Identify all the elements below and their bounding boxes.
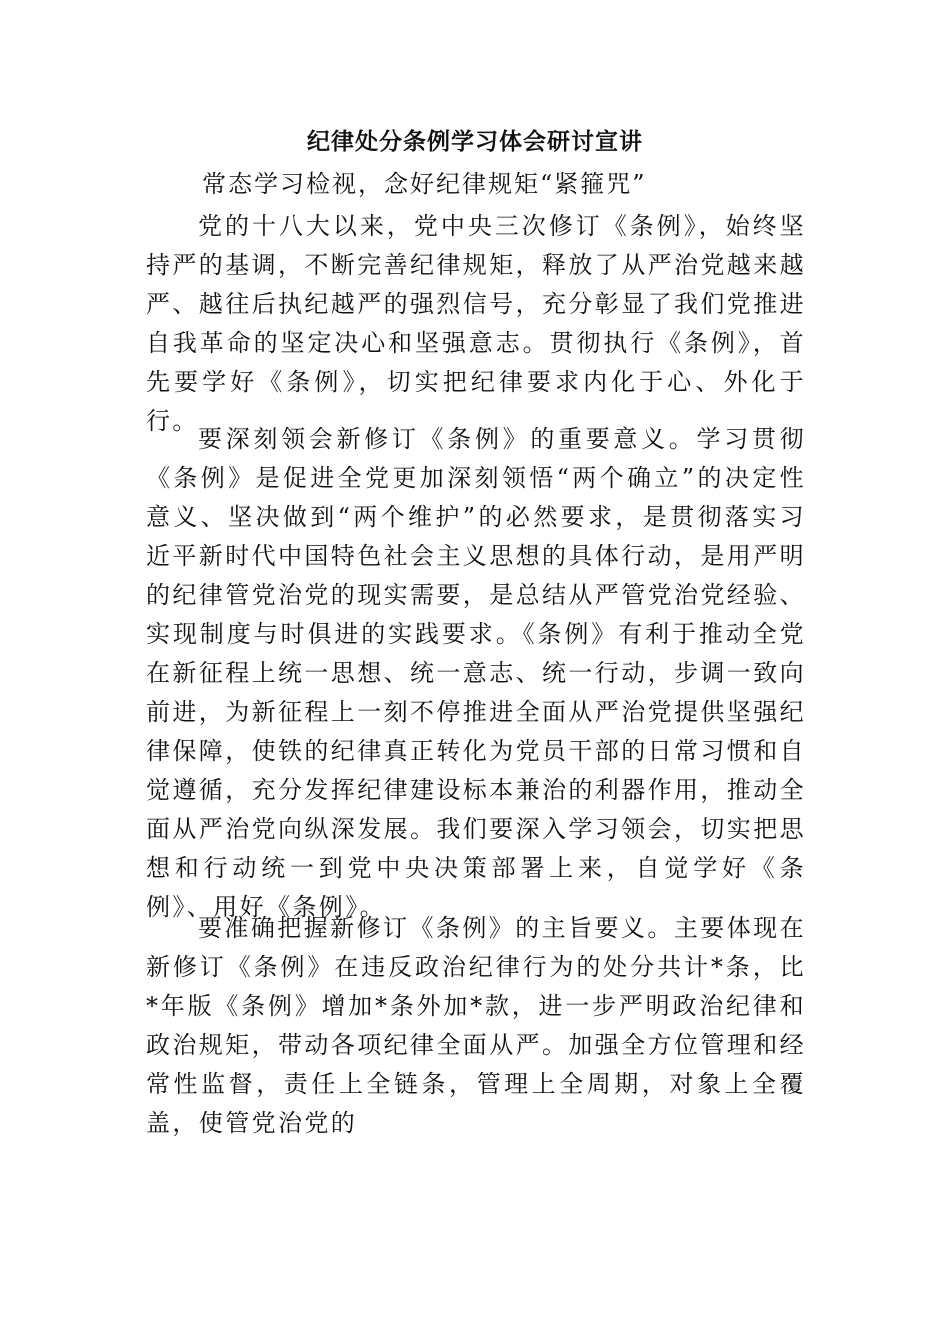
paragraph-3: 要准确把握新修订《条例》的主旨要义。主要体现在新修订《条例》在违反政治纪律行为的处分共计*条，比*年版《条例》增加*条外加*款，进一步严明政治纪律和政治规矩，带动各项纪律全面从严。加强全方位管理和经常性监督，责任上全链条，管理上全周期，对象上全覆盖，使管党治党的 — [146, 914, 806, 1137]
paragraph-1: 党的十八大以来，党中央三次修订《条例》，始终坚持严的基调，不断完善纪律规矩，释放了从严治党越来越严、越往后执纪越严的强烈信号，充分彰显了我们党推进自我革命的坚定决心和坚强意志。贯彻执行《条例》，首先要学好《条例》，切实把纪律要求内化于心、外化于行。 — [146, 212, 806, 435]
document-subtitle: 常态学习检视，念好纪律规矩“紧箍咒” — [202, 170, 647, 198]
paragraph-2: 要深刻领会新修订《条例》的重要意义。学习贯彻《条例》是促进全党更加深刻领悟“两个确立”的决定性意义、坚决做到“两个维护”的必然要求，是贯彻落实习近平新时代中国特色社会主义思想的具体行动，是用严明的纪律管党治党的现实需要，是总结从严管党治党经验、实现制度与时俱进的实践要求。《条例》有利于推动全党在新征程上统一思想、统一意志、统一行动，步调一致向前进，为新征程上一刻不停推进全面从严治党提供坚强纪律保障，使铁的纪律真正转化为党员干部的日常习惯和自觉遵循，充分发挥纪律建设标本兼治的利器作用，推动全面从严治党向纵深发展。我们要深入学习领会，切实把思想和行动统一到党中央决策部署上来，自觉学好《条例》、用好《条例》。 — [146, 425, 806, 921]
document-title: 纪律处分条例学习体会研讨宣讲 — [307, 128, 643, 155]
